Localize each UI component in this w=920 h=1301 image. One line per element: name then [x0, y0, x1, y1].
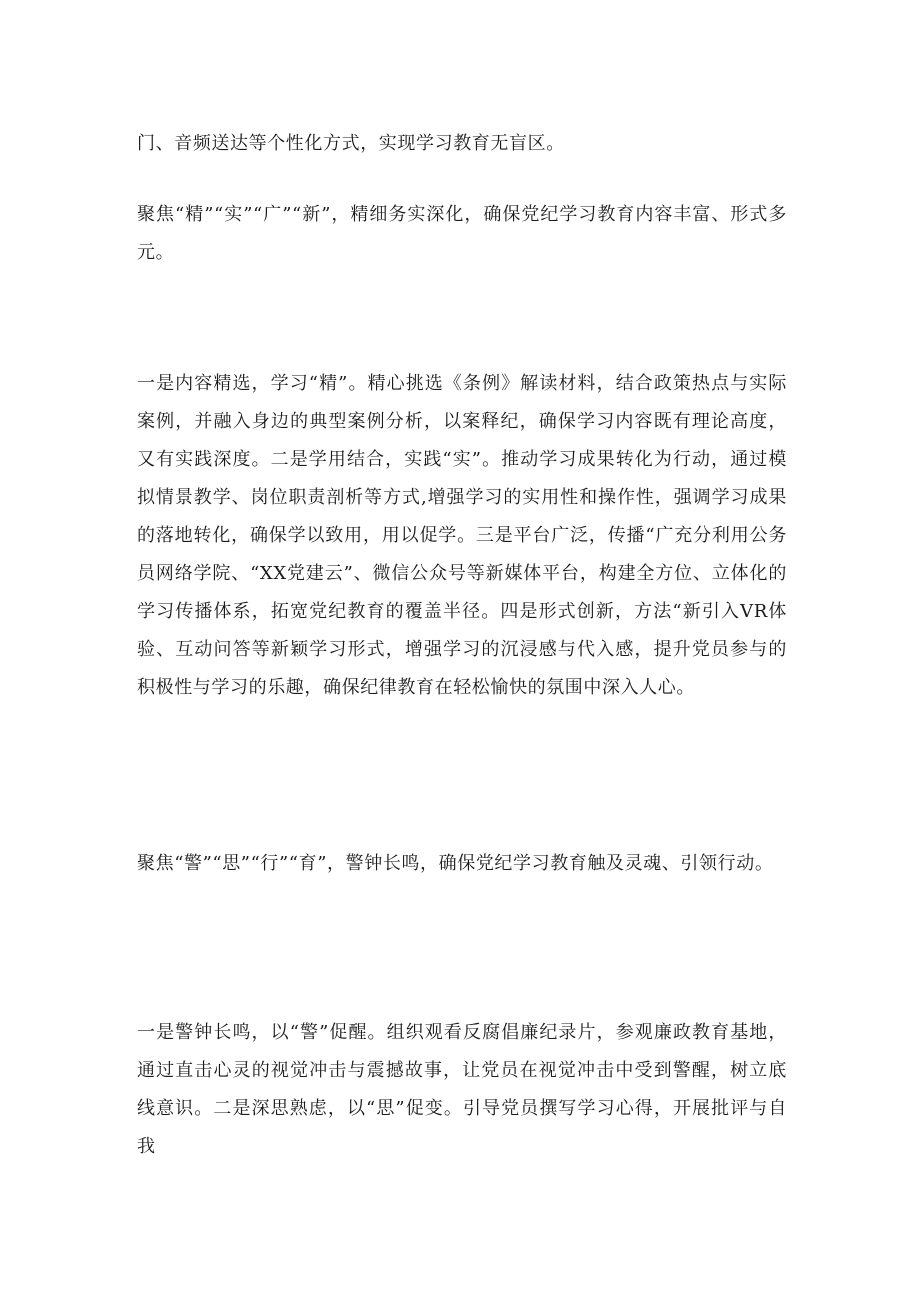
paragraph-warning-education: 一是警钟长鸣，以“警”促醒。组织观看反腐倡廉纪录片，参观廉政教育基地，通过直击心灵的视觉冲击与震撼故事，让党员在视觉冲击中受到警醒，树立底线意识。二是深思熟虑，以“思”促变。引导党员撰写学习心得，开展批评与自我: [137, 1022, 787, 1157]
section-heading-jing-si-xing-yu: 聚焦“警”“思”“行”“育”，警钟长鸣，确保党纪学习教育触及灵魂、引领行动。: [137, 853, 774, 874]
section-heading-jing-shi-guang-xin: 聚焦“精”“实”“广”“新”，精细务实深化，确保党纪学习教育内容丰富、形式多元。: [137, 204, 787, 263]
paragraph-continuation: 门、音频送达等个性化方式，实现学习教育无盲区。: [137, 133, 565, 154]
paragraph-content-methods: 一是内容精选，学习“精”。精心挑选《条例》解读材料，结合政策热点与实际案例，并融入身边的典型案例分析，以案释纪，确保学习内容既有理论高度，又有实践深度。二是学用结合，实践“实”。推动学习成果转化为行动，通过模拟情景教学、岗位职责剖析等方式,增强学习的实用性和操作性，强调学习成果的落地转化，确保学以致用，用以促学。三是平台广泛，传播“广充分利用公务员网络学院、“XX党建云”、微信公众号等新媒体平台，构建全方位、立体化的学习传播体系，拓宽党纪教育的覆盖半径。四是形式创新，方法“新引入VR体验、互动问答等新颖学习形式，增强学习的沉浸感与代入感，提升党员参与的积极性与学习的乐趣，确保纪律教育在轻松愉快的氛围中深入人心。: [137, 373, 787, 698]
